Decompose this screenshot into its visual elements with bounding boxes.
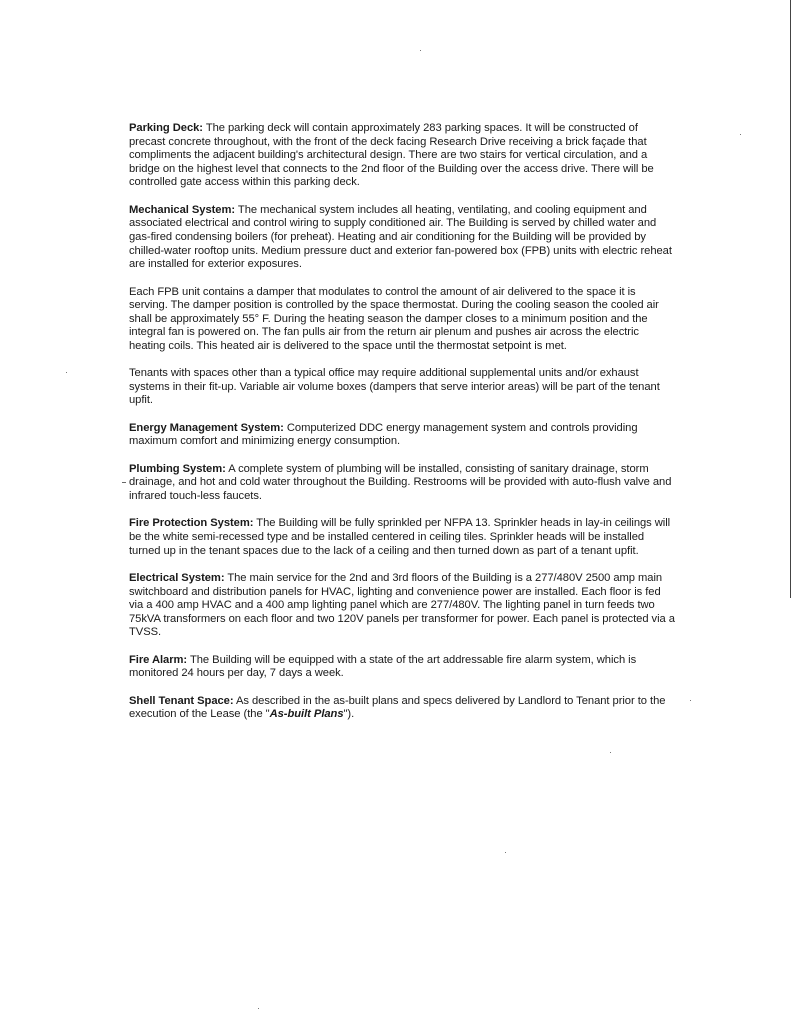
section-text: A complete system of plumbing will be installed, consisting of sanitary drainage, storm drainage, and hot and cold water throughout the Building. Restrooms will be provided with auto-flush valve and infrared touch-less faucets. bbox=[129, 462, 672, 503]
section-text: The main service for the 2nd and 3rd floors of the Building is a 277/480V 2500 amp main switchboard and distribution panels for HVAC, lighting and convenience power are installed. Each floor is fed via a 400 amp HVAC and a 400 amp lighting panel which are 277/480V. The lighting panel in turn feeds two 75kVA transformers on each floor and two 120V panels per transformer for power. Each panel is protected via a TVSS. bbox=[129, 572, 675, 639]
section-energy-management bbox=[129, 422, 677, 449]
section-text: The Building will be equipped with a state of the art addressable fire alarm system, which is monitored 24 hours per day, 7 days a week. bbox=[129, 653, 637, 680]
section-electrical-system bbox=[129, 572, 677, 640]
section-heading: Shell Tenant Space: bbox=[129, 694, 234, 707]
section-text: As described in the as-built plans and specs delivered by Landlord to Tenant prior to the execution of the Lease (the " bbox=[129, 694, 666, 721]
section-shell-tenant-space bbox=[129, 695, 677, 722]
section-heading: Fire Protection System: bbox=[129, 517, 254, 530]
section-text: The parking deck will contain approximately 283 parking spaces. It will be constructed of precast concrete throughout, with the front of the deck facing Research Drive receiving a brick façade that compliments the adjacent building's architectural design. There are two stairs for vertical circulation, and a bridge on the highest level that connects to the 2nd floor of the Building over the access drive. There will be controlled gate access within this parking deck. bbox=[129, 122, 654, 189]
section-heading: Plumbing System: bbox=[129, 462, 226, 475]
document-body bbox=[129, 122, 677, 736]
section-heading: Parking Deck: bbox=[129, 122, 203, 134]
section-text: Each FPB unit contains a damper that modulates to control the amount of air delivered to the space it is serving. The damper position is controlled by the space thermostat. During the cooling season the cooled air shall be approximately 55° F. During the heating season the damper closes to a minimum position and the integral fan is powered on. The fan pulls air from the return air plenum and pushes air across the electric heating coils. This heated air is delivered to the space until the thermostat setpoint is met. bbox=[129, 285, 659, 352]
section-text: Tenants with spaces other than a typical office may require additional supplemental units and/or exhaust systems in their fit-up. Variable air volume boxes (dampers that serve interior areas) will be part of the tenant upfit. bbox=[129, 367, 660, 407]
scan-artifact bbox=[505, 852, 506, 853]
section-fpb-unit bbox=[129, 286, 677, 354]
section-fire-alarm bbox=[129, 654, 677, 681]
scan-artifact bbox=[66, 372, 67, 373]
section-heading: Fire Alarm: bbox=[129, 653, 188, 666]
section-tenant-spaces bbox=[129, 367, 677, 408]
as-built-plans-term: As-built Plans bbox=[269, 708, 344, 721]
scan-artifact bbox=[420, 50, 421, 51]
section-plumbing-system bbox=[129, 463, 677, 504]
section-fire-protection bbox=[129, 517, 677, 558]
section-text: Computerized DDC energy management system and controls providing maximum comfort and minimizing energy consumption. bbox=[129, 421, 638, 448]
scan-edge-line bbox=[790, 0, 791, 598]
section-heading: Electrical System: bbox=[129, 572, 225, 585]
scan-artifact bbox=[122, 482, 126, 483]
scan-artifact bbox=[258, 1008, 259, 1009]
section-heading: Mechanical System: bbox=[129, 203, 236, 216]
section-mechanical-system bbox=[129, 204, 677, 272]
section-text: The mechanical system includes all heating, ventilating, and cooling equipment and associated electrical and control wiring to supply conditioned air. The Building is served by chilled water and gas-fired condensing boilers (for preheat). Heating and air conditioning for the Building will be provided by chilled-water rooftop units. Medium pressure duct and exterior fan-powered box (FPB) units with electric reheat are installed for exterior exposures. bbox=[129, 203, 672, 271]
section-text: The Building will be fully sprinkled per NFPA 13. Sprinkler heads in lay-in ceilings will be the white semi-recessed type and be installed centered in ceiling tiles. Sprinkler heads will be installed turned up in the tenant spaces due to the lack of a ceiling and then turned down as part of a tenant upfit. bbox=[129, 517, 671, 557]
section-parking-deck bbox=[129, 122, 677, 190]
scan-artifact bbox=[610, 752, 611, 753]
scan-artifact bbox=[690, 700, 691, 701]
section-heading: Energy Management System: bbox=[129, 421, 284, 434]
scan-artifact bbox=[740, 134, 741, 135]
section-text-end: "). bbox=[343, 708, 355, 721]
